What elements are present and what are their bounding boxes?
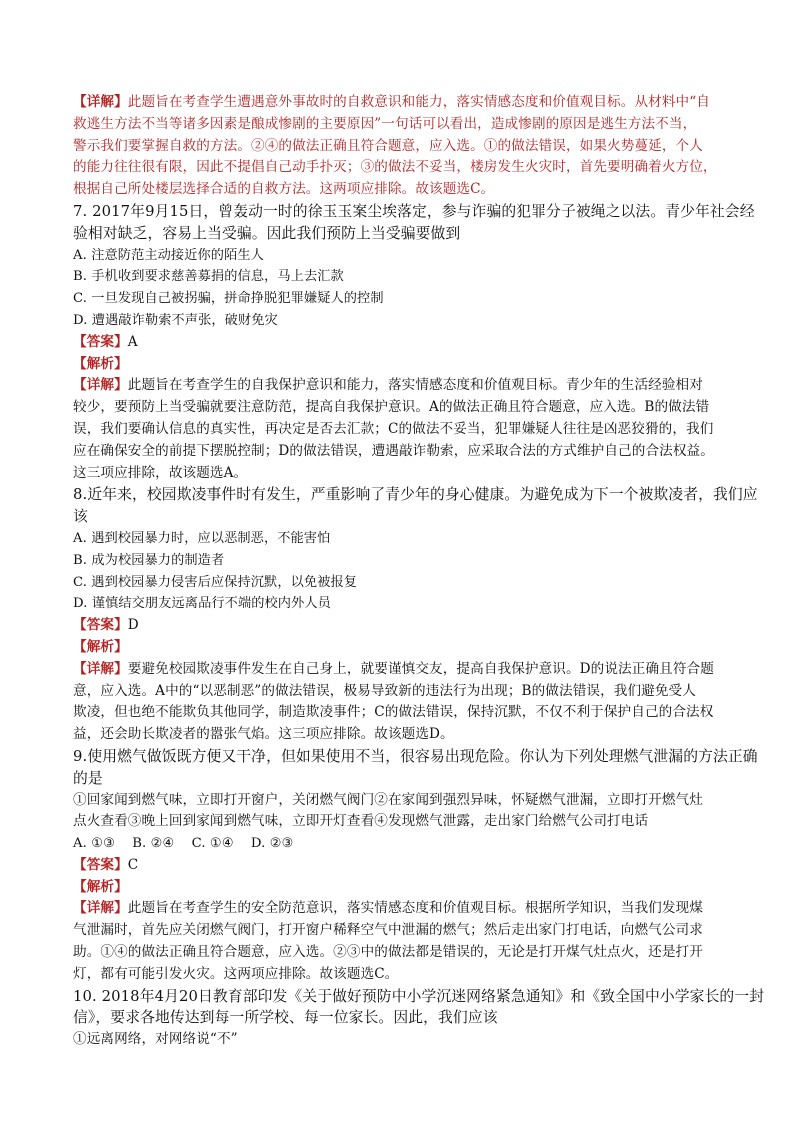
analysis-line [73, 354, 721, 376]
answer-line [73, 615, 721, 637]
option-c: C. 遇到校园暴力侵害后应保持沉默，以免被报复 [73, 574, 358, 590]
option-b: B. 成为校园暴力的制造者 [73, 552, 225, 568]
detail-line: 的能力往往很有限，因此不提倡自己动手扑灭；③的做法不妥当，楼房发生火灾时，首先要明确着火方位， [73, 159, 717, 176]
analysis-line [73, 877, 721, 899]
answer-label: 【答案】 [73, 617, 128, 634]
analysis-label: 【解析】 [73, 878, 128, 895]
detail-line: 警示我们要掌握自救的方法。②④的做法正确且符合题意，应入选。①的做法错误，如果火势蔓延，个人 [73, 137, 703, 154]
answer-line [73, 855, 721, 877]
question-item: ①远离网络，对网络说“不” [73, 1031, 238, 1048]
detail-line: 根据自己所处楼层选择合适的自救方法。这两项应排除。故该题选C。 [73, 181, 495, 198]
question-stem: 9.使用燃气做饭既方便又干净，但如果使用不当，很容易出现危险。你认为下列处理燃气泄漏的方法正确 [73, 747, 758, 765]
detail-line: 意，应入选。A中的“以恶制恶”的做法错误，极易导致新的违法行为出现；B的做法错误，我们避免受人 [73, 682, 696, 699]
answer-value: A [127, 333, 138, 350]
detail-line: 【详解】要避免校园欺凌事件发生在自己身上，就要谨慎交友，提高自我保护意识。D的说法正确且符合题 [73, 660, 714, 677]
analysis-line [73, 637, 721, 659]
detail-line: 误，我们要确认信息的真实性，再决定是否去汇款；C的做法不妥当，犯罪嫌疑人往往是凶恶狡猾的，我们 [73, 420, 714, 437]
analysis-label: 【解析】 [73, 638, 128, 655]
question-stem: 8.近年来，校园欺凌事件时有发生，严重影响了青少年的身心健康。为避免成为下一个被欺凌者，我们应 [73, 486, 758, 504]
detail-line: 【详解】此题旨在考查学生遭遇意外事故时的自救意识和能力，落实情感态度和价值观目标。从材料中“自 [73, 94, 710, 110]
answer-label: 【答案】 [73, 856, 128, 873]
detail-line: 应在确保安全的前提下摆脱控制；D的做法错误，遭遇敲诈勒索，应采取合法的方式维护自己的合法权益。 [73, 442, 714, 459]
answer-value: C [127, 856, 139, 873]
question-item: 点火查看③晚上回到家闻到燃气味，立即开灯查看④发现燃气泄露，走出家门给燃气公司打电话 [73, 813, 649, 830]
question-10 [73, 986, 765, 1051]
options-inline: A. ①③ B. ②④ C. ①④ D. ②③ [73, 836, 294, 852]
question-stem: 的是 [73, 769, 103, 787]
option-a: A. 注意防范主动接近你的陌生人 [73, 247, 264, 263]
question-stem: 信》，要求各地传达到每一所学校、每一位家长。因此，我们应该 [73, 1009, 498, 1027]
detail-line: 救逃生方法不当等诸多因素是酿成惨剧的主要原因”一句话可以看出，造成惨剧的原因是逃生方法不当， [73, 115, 697, 132]
answer-line [73, 332, 721, 354]
detail-line: 【详解】此题旨在考查学生的自我保护意识和能力，落实情感态度和价值观目标。青少年的生活经验相对 [73, 377, 703, 394]
document-page [73, 92, 765, 1051]
detail-line: 助。①④的做法正确且符合题意，应入选。②③中的做法都是错误的，无论是打开煤气灶点火，还是打开 [73, 944, 703, 961]
detail-line: 灯，都有可能引发火灾。这两项应排除。故该题选C。 [73, 965, 399, 982]
detail-line: 益，还会助长欺凌者的嚣张气焰。这三项应排除。故该题选D。 [73, 726, 454, 743]
question-9 [73, 746, 758, 986]
question-item: ①回家闻到燃气味，立即打开窗户，关闭燃气阀门②在家闻到强烈异味，怀疑燃气泄漏，立即打开燃气灶 [73, 791, 703, 808]
question-stem: 验相对缺乏，容易上当受骗。因此我们预防上当受骗要做到 [73, 224, 461, 242]
answer-value: D [127, 617, 139, 634]
detail-line: 【详解】此题旨在考查学生的安全防范意识，落实情感态度和价值观目标。根据所学知识，当我们发现煤 [73, 900, 703, 917]
detail-line: 这三项应排除，故该题选A。 [73, 464, 248, 481]
detail-block-q6 [73, 92, 721, 201]
option-a: A. 遇到校园暴力时，应以恶制恶，不能害怕 [73, 530, 331, 546]
question-8 [73, 484, 758, 746]
option-c: C. 一旦发现自己被拐骗，拼命挣脱犯罪嫌疑人的控制 [73, 291, 384, 307]
option-d: D. 遭遇敲诈勒索不声张，破财免灾 [73, 312, 278, 328]
option-d: D. 谨慎结交朋友远离品行不端的校内外人员 [73, 596, 331, 612]
detail-label: 【详解】 [73, 660, 128, 677]
detail-label: 【详解】 [73, 900, 128, 917]
question-stem: 7. 2017年9月15日，曾轰动一时的徐玉玉案尘埃落定，参与诈骗的犯罪分子被绳之以法。青少年社会经 [73, 202, 755, 220]
detail-line: 较少，要预防上当受骗就要注意防范，提高自我保护意识。A的做法正确且符合题意，应入选。B的做法错 [73, 399, 710, 416]
question-stem: 该 [73, 508, 88, 526]
question-stem: 10. 2018年4月20日教育部印发《关于做好预防中小学沉迷网络紧急通知》和《致全国中小学家长的一封 [73, 987, 765, 1005]
detail-label: 【详解】 [73, 94, 128, 110]
detail-label: 【详解】 [73, 377, 128, 394]
analysis-label: 【解析】 [73, 355, 128, 372]
option-b: B. 手机收到要求慈善募捐的信息，马上去汇款 [73, 269, 344, 285]
answer-label: 【答案】 [73, 333, 128, 350]
question-7 [73, 201, 755, 484]
detail-line: 欺凌，但也绝不能欺负其他同学，制造欺凌事件；C的做法错误，保持沉默，不仅不利于保护自己的合法权 [73, 704, 714, 721]
detail-line: 气泄漏时，首先应关闭燃气阀门，打开窗户稀释空气中泄漏的燃气；然后走出家门打电话，向燃气公司求 [73, 922, 703, 939]
